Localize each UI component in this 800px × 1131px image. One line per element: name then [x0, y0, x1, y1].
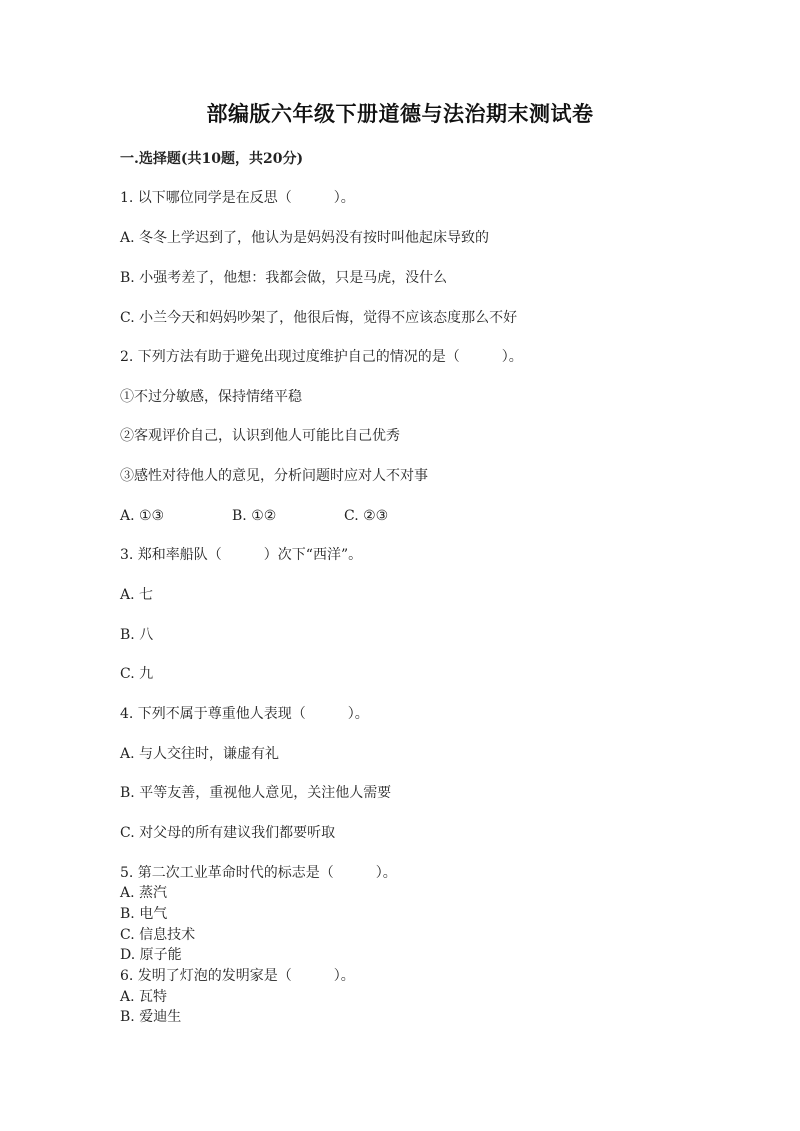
- document-title: 部编版六年级下册道德与法治期末测试卷: [206, 101, 594, 126]
- question-3-stem: 3. 郑和率船队（ ）次下“西洋”。: [120, 547, 363, 563]
- question-2-statement-1: ①不过分敏感，保持情绪平稳: [120, 389, 302, 405]
- question-1-option-c: C. 小兰今天和妈妈吵架了，他很后悔，觉得不应该态度那么不好: [120, 310, 518, 326]
- question-5-option-b: B. 电气: [120, 906, 168, 922]
- question-6-option-a: A. 瓦特: [120, 989, 168, 1005]
- question-1-stem: 1. 以下哪位同学是在反思（ ）。: [120, 190, 355, 206]
- question-4-option-a: A. 与人交往时，谦虚有礼: [120, 746, 280, 762]
- question-5-option-d: D. 原子能: [120, 947, 182, 963]
- question-1-option-b: B. 小强考差了，他想：我都会做，只是马虎，没什么: [120, 270, 448, 286]
- question-2-options-row: [120, 507, 388, 525]
- question-4-stem: 4. 下列不属于尊重他人表现（ ）。: [120, 706, 369, 722]
- question-6-stem: 6. 发明了灯泡的发明家是（ ）。: [120, 968, 355, 984]
- question-2-option-c: C. ②③: [344, 508, 389, 524]
- question-2-option-a: A. ①③: [120, 508, 165, 524]
- question-2-statement-3: ③感性对待他人的意见，分析问题时应对人不对事: [120, 468, 428, 484]
- question-3-option-a: A. 七: [120, 587, 154, 603]
- question-2-option-b: B. ①②: [232, 508, 277, 524]
- question-2-statement-2: ②客观评价自己，认识到他人可能比自己优秀: [120, 428, 400, 444]
- question-3-option-b: B. 八: [120, 627, 154, 643]
- question-3-option-c: C. 九: [120, 666, 154, 682]
- question-6-option-b: B. 爱迪生: [120, 1009, 182, 1025]
- question-5-option-c: C. 信息技术: [120, 927, 196, 943]
- question-1-option-a: A. 冬冬上学迟到了，他认为是妈妈没有按时叫他起床导致的: [120, 230, 490, 246]
- question-2-stem: 2. 下列方法有助于避免出现过度维护自己的情况的是（ ）。: [120, 349, 523, 365]
- question-4-option-b: B. 平等友善，重视他人意见，关注他人需要: [120, 785, 392, 801]
- question-5-stem: 5. 第二次工业革命时代的标志是（ ）。: [120, 865, 397, 881]
- section-heading: 一.选择题(共10题，共20分): [120, 151, 304, 167]
- question-4-option-c: C. 对父母的所有建议我们都要听取: [120, 825, 336, 841]
- question-5-option-a: A. 蒸汽: [120, 885, 168, 901]
